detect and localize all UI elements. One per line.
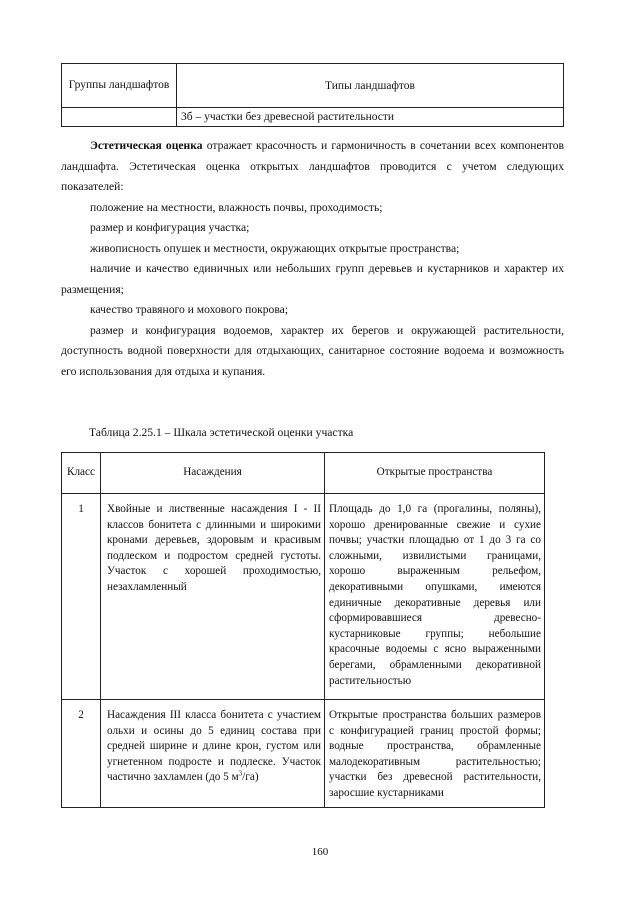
cell-plantings-text xyxy=(107,708,321,786)
body-text xyxy=(61,136,564,382)
plantings-unit-end: /га) xyxy=(242,771,259,784)
indicator-item: размер и конфигурация участка; xyxy=(90,221,250,234)
intro-paragraph xyxy=(61,136,564,198)
table-row xyxy=(62,700,545,808)
table-header-row xyxy=(62,453,545,494)
page-number: 160 xyxy=(311,846,329,858)
header-plantings: Насаждения xyxy=(101,453,325,494)
aesthetic-scale-table xyxy=(61,452,545,808)
cell-open-spaces xyxy=(325,494,545,700)
table-row xyxy=(62,108,564,127)
table-cell-empty xyxy=(62,108,177,127)
indicator-item: живописность опушек и местности, окружающих открытые пространства; xyxy=(90,241,460,255)
intro-text: отражает красочность и гармоничность в сочетании всех компонентов ландшафта. Эстетическая оценка открытых ландшафтов проводится с учетом следующих показателей: xyxy=(61,139,564,193)
cell-plantings xyxy=(101,700,325,808)
plantings-main-text: Насаждения III класса бонитета с участием ольхи и осины до 5 единиц состава при средней ширине и длине крон, густом или угнетенном подросте и подлеске. Участок частично захламлен (до 5 м xyxy=(107,709,321,784)
cell-open-spaces xyxy=(325,700,545,808)
header-open-spaces: Открытые пространства xyxy=(325,453,545,494)
table-caption: Таблица 2.25.1 – Шкала эстетической оценки участка xyxy=(89,426,354,439)
cell-open-spaces-text: Открытые пространства больших размеров с конфигурацией границ простой формы; водные пространства, обрамленные малодекоративным растительностью; участки без древесной растительности, заросшие кустарниками xyxy=(329,709,541,799)
header-class: Класс xyxy=(62,453,101,494)
cell-plantings xyxy=(101,494,325,700)
cell-open-spaces-text: Площадь до 1,0 га (прогалины, поляны), хорошо дренированные свежие и сухие почвы; участки площадью от 1 до 3 га со сложными, извилистыми границами, хорошо выраженным рельефом, декоративными опушками, имеются единичные декоративные деревья или сформировавшиеся древесно-кустарниковые группы; небольшие красочные водоемы с ясно выраженными берегами, обрамленными декоративной растительностью xyxy=(329,503,541,687)
header-landscape-groups: Группы ландшафтов xyxy=(62,64,177,108)
indicator-item: наличие и качество единичных или небольших групп деревьев и кустарников и характер их размещения; xyxy=(61,262,564,296)
cell-class: 1 xyxy=(62,494,101,700)
header-landscape-types: Типы ландшафтов xyxy=(177,64,564,108)
cell-plantings-text: Хвойные и лиственные насаждения I - II классов бонитета с длинными и широкими кронами деревьев, здоровым и красивым подлеском и подростом средней густоты. Участок с хорошей проходимостью, незахламленный xyxy=(107,503,321,593)
indicator-item: качество травяного и мохового покрова; xyxy=(90,303,289,316)
table-header-row xyxy=(62,64,564,108)
term-aesthetic-assessment: Эстетическая оценка xyxy=(90,139,203,152)
landscape-types-table xyxy=(61,63,564,127)
superscript-cubic: 3 xyxy=(238,769,243,778)
table-row xyxy=(62,494,545,700)
indicator-item: размер и конфигурация водоемов, характер их берегов и окружающей растительности, доступность водной поверхности для отдыхающих, санитарное состояние водоема и возможность его использования для отдыха и купания. xyxy=(61,323,564,378)
table-cell-landscape-type: 3б – участки без древесной растительности xyxy=(177,108,564,127)
indicator-item: положение на местности, влажность почвы, проходимость; xyxy=(90,200,383,214)
cell-class: 2 xyxy=(62,700,101,808)
